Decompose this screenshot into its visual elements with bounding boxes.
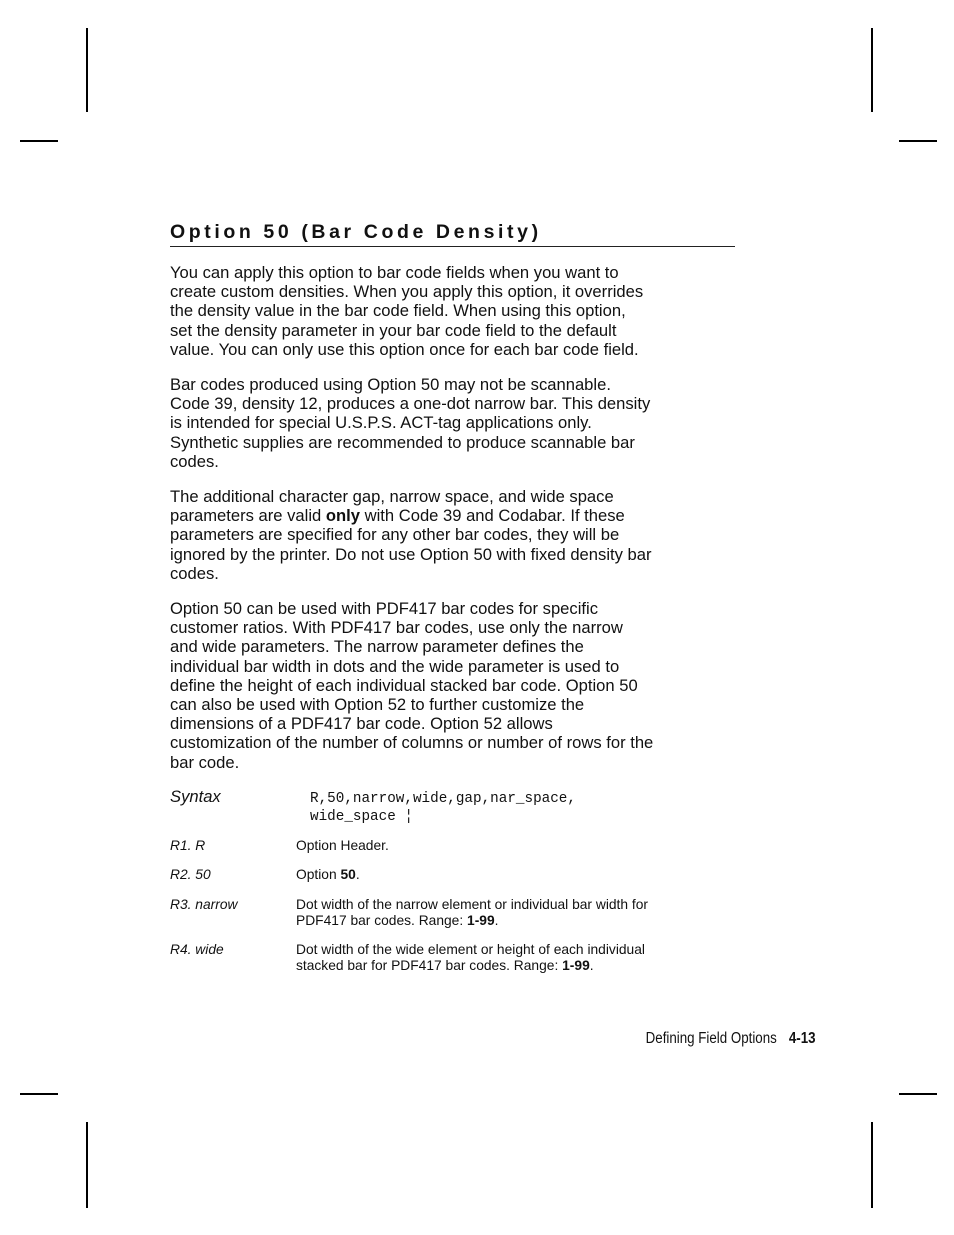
page-title: Option 50 (Bar Code Density) [170, 220, 735, 247]
paragraph-line: is intended for special U.S.P.S. ACT-tag applications only. [170, 413, 592, 433]
syntax-code [310, 790, 576, 826]
param-text: Dot width of the narrow element or individual bar width for [296, 897, 648, 912]
paragraph-line: create custom densities. When you apply this option, it overrides [170, 282, 644, 302]
paragraph-line: parameters are specified for any other bar codes, they will be [170, 525, 620, 545]
paragraph-pdf417 [170, 599, 735, 772]
paragraph-line: with Code 39 and Codabar. If these [360, 506, 625, 526]
param-range: 1-99 [562, 957, 590, 973]
paragraph-line: dimensions of a PDF417 bar code. Option 52 allows [170, 714, 553, 734]
syntax-label: Syntax [170, 786, 221, 806]
crop-mark-bottom-left-horizontal [20, 1093, 58, 1095]
param-text: . [355, 867, 360, 882]
paragraph-parameters [170, 487, 735, 583]
paragraph-line: codes. [170, 563, 219, 583]
paragraph-line: Bar codes produced using Option 50 may not be scannable. [170, 375, 611, 395]
paragraph-line: the density value in the bar code field. When using this option, [170, 301, 626, 321]
param-text: Option [296, 867, 341, 882]
crop-mark-bottom-right-vertical [871, 1122, 873, 1208]
param-text: . [589, 957, 594, 973]
paragraph-line: customization of the number of columns or number of rows for the [170, 733, 654, 753]
param-text: Option Header. [296, 838, 389, 853]
param-description [296, 838, 726, 854]
paragraph-line: Code 39, density 12, produces a one-dot narrow bar. This density [170, 394, 651, 414]
param-label: R2. 50 [170, 867, 211, 882]
param-text: PDF417 bar codes. Range: [296, 912, 468, 928]
param-range: 1-99 [467, 912, 495, 928]
paragraph-line: bar code. [170, 752, 240, 772]
paragraph-line: Option 50 can be used with PDF417 bar codes for specific [170, 599, 598, 619]
param-label: R1. R [170, 838, 206, 853]
paragraph-line: ignored by the printer. Do not use Option 50 with fixed density bar [170, 544, 652, 564]
crop-mark-top-right-horizontal [899, 140, 937, 142]
paragraph-line: You can apply this option to bar code fields when you want to [170, 263, 619, 282]
page-content [170, 220, 735, 827]
param-description [296, 897, 726, 928]
paragraph-line: and wide parameters. The narrow parameter defines the [170, 637, 584, 657]
paragraph-line: parameters are valid [170, 506, 326, 526]
paragraph-line: customer ratios. With PDF417 bar codes, use only the narrow [170, 618, 623, 638]
crop-mark-top-left-vertical [86, 28, 88, 112]
page-footer [646, 1030, 816, 1048]
page-number: 4-13 [789, 1030, 816, 1047]
param-label: R3. narrow [170, 897, 238, 912]
syntax-code-line: R,50,narrow,wide,gap,nar_space, [310, 790, 576, 807]
param-label: R4. wide [170, 942, 224, 957]
param-text: Dot width of the wide element or height of each individual [296, 942, 645, 957]
param-text: . [494, 912, 499, 928]
syntax-block [170, 787, 735, 827]
paragraph-line: can also be used with Option 52 to further customize the [170, 695, 585, 715]
paragraph-line: The additional character gap, narrow space, and wide space [170, 487, 614, 507]
emphasis-only: only [325, 506, 360, 526]
footer-section-title: Defining Field Options [646, 1030, 778, 1047]
crop-mark-top-right-vertical [871, 28, 873, 112]
paragraph-line: codes. [170, 451, 219, 471]
param-description [296, 942, 726, 973]
param-value: 50 [340, 867, 356, 882]
param-description [296, 867, 726, 883]
syntax-code-line: wide_space ¦ [310, 808, 413, 825]
crop-mark-bottom-right-horizontal [899, 1093, 937, 1095]
paragraph-line: individual bar width in dots and the wide parameter is used to [170, 656, 620, 676]
paragraph-line: set the density parameter in your bar code field to the default [170, 320, 617, 340]
param-text: stacked bar for PDF417 bar codes. Range: [296, 957, 563, 973]
paragraph-line: value. You can only use this option once for each bar code field. [170, 339, 639, 359]
crop-mark-bottom-left-vertical [86, 1122, 88, 1208]
paragraph-line: Synthetic supplies are recommended to produce scannable bar [170, 432, 635, 452]
crop-mark-top-left-horizontal [20, 140, 58, 142]
paragraph-line: define the height of each individual stacked bar code. Option 50 [170, 675, 638, 695]
paragraph-intro [170, 263, 735, 359]
paragraph-scannable [170, 375, 735, 471]
